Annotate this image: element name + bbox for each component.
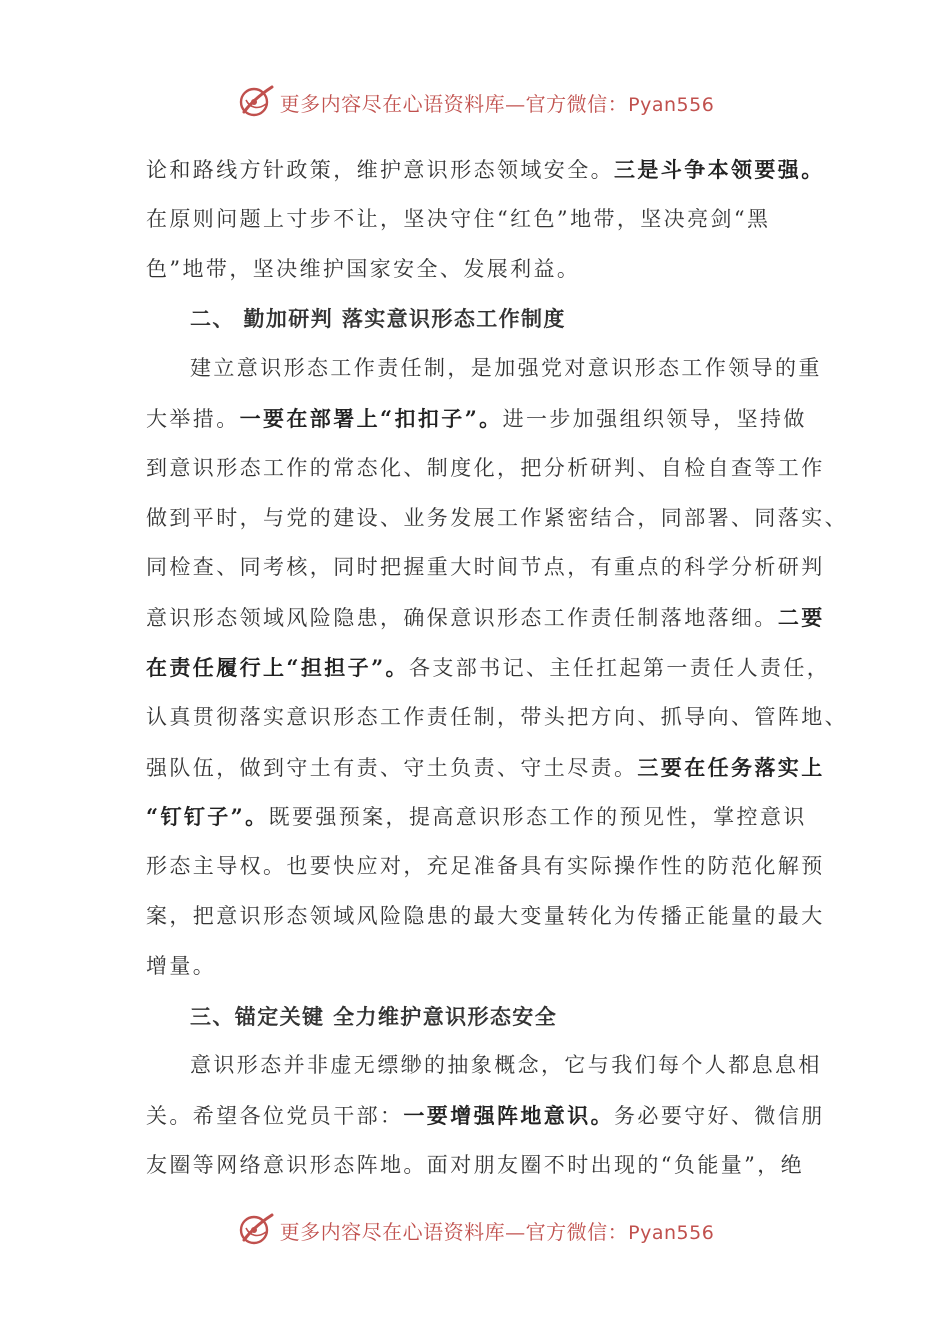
text-line: “钉钉子”。既要强预案，提高意识形态工作的预见性，掌控意识 [146, 804, 807, 830]
text-line: 论和路线方针政策，维护意识形态领域安全。三是斗争本领要强。 [146, 157, 825, 182]
pen-logo-icon [236, 1210, 276, 1250]
text-line: 案，把意识形态领域风险隐患的最大变量转化为传播正能量的最大 [146, 903, 825, 928]
text-line: 认真贯彻落实意识形态工作责任制，带头把方向、抓导向、管阵地、 [146, 704, 848, 729]
text-line: 建立意识形态工作责任制，是加强党对意识形态工作领导的重 [190, 356, 822, 381]
text-line: 强队伍，做到守土有责、守土负责、守土尽责。三要在任务落实上 [146, 754, 825, 780]
watermark-text: 更多内容尽在心语资料库—官方微信：Pyan556 [279, 91, 715, 116]
section-heading: 二、 勤加研判 落实意识形态工作制度 [190, 306, 566, 332]
watermark-footer [0, 1208, 950, 1252]
text-line: 到意识形态工作的常态化、制度化，把分析研判、自检自查等工作 [146, 455, 825, 480]
text-line: 在责任履行上“担担子”。各支部书记、主任扛起第一责任人责任， [146, 654, 831, 680]
text-line: 做到平时，与党的建设、业务发展工作紧密结合，同部署、同落实、 [146, 505, 848, 530]
text-line: 关。希望各位党员干部：一要增强阵地意识。务必要守好、微信朋 [146, 1103, 825, 1129]
text-line: 友圈等网络意识形态阵地。面对朋友圈不时出现的“负能量”，绝 [146, 1152, 805, 1177]
watermark-header [0, 80, 950, 124]
text-line: 增量。 [146, 953, 217, 978]
pen-logo-icon [236, 82, 276, 122]
text-line: 意识形态并非虚无缥缈的抽象概念，它与我们每个人都息息相 [190, 1053, 822, 1078]
text-line: 大举措。一要在部署上“扣扣子”。进一步加强组织领导，坚持做 [146, 405, 807, 431]
text-line: 同检查、同考核，同时把握重大时间节点，有重点的科学分析研判 [146, 555, 825, 580]
section-heading: 三、锚定关键 全力维护意识形态安全 [190, 1003, 558, 1029]
text-line: 意识形态领域风险隐患，确保意识形态工作责任制落地落细。二要 [146, 605, 825, 631]
text-line: 在原则问题上寸步不让，坚决守住“红色”地带，坚决亮剑“黑 [146, 206, 771, 231]
document-body [146, 145, 848, 1191]
watermark-text: 更多内容尽在心语资料库—官方微信：Pyan556 [279, 1219, 715, 1244]
text-line: 色”地带，坚决维护国家安全、发展利益。 [146, 256, 581, 281]
text-line: 形态主导权。也要快应对，充足准备具有实际操作性的防范化解预 [146, 854, 825, 879]
